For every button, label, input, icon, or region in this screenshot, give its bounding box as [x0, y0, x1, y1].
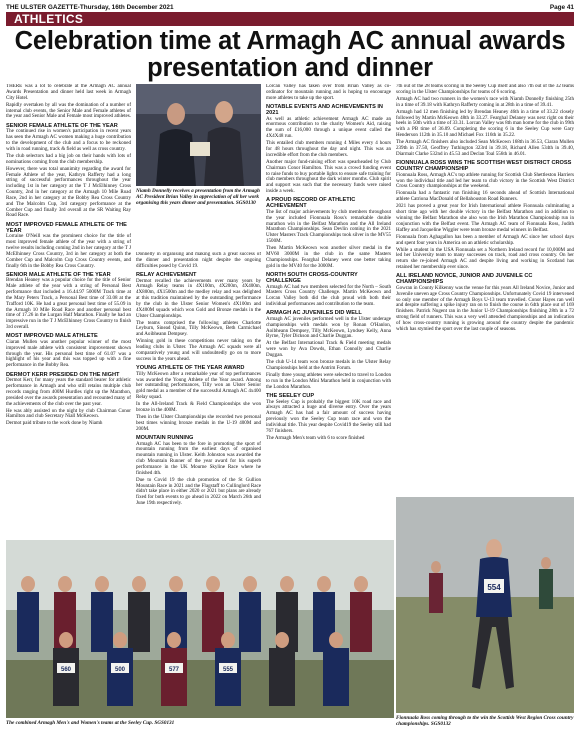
article-paragraph: Due to Covid 19 the club promotion of the St Gullion Mountain Race in 2021 and the Flagstaff to Cullinglord Race didn't take place in either 2020 or 2021 but plans are already fixed for both events to go ahead in 2022 on March 26th and June 19th respectively. [136, 476, 261, 507]
team-member-body [350, 592, 372, 652]
photo-team-image [6, 540, 394, 718]
photo-cross-country [396, 497, 574, 713]
team-member-body [161, 648, 187, 706]
team-member-body [269, 648, 295, 706]
caption-team: The combined Armagh Men's and Women's teams at the Seeley Cup. SGS0131 [6, 720, 175, 726]
team-member-head [280, 576, 294, 592]
team-member-head [243, 576, 257, 592]
caption-presentation: Niamh Donnelly receives a presentation from the Armagh AC President Brian Valley in appreciation of all her work organising this years dinner and presentation. SGS0130 [136, 188, 260, 206]
article-paragraph: The club selectors had a big job on their hands with lots of nominations coming from the club membership. [6, 152, 131, 165]
article-column-2 [136, 252, 261, 534]
team-member-head [275, 632, 289, 648]
team-member-head [169, 576, 183, 592]
article-paragraph: Fionnuala from Aghagallon has been a member of Armagh AC since her school days and spent four years in America on an athletic scholarship. [396, 233, 574, 246]
article-subheading: NOTABLE EVENTS AND ACHIEVEMENTS IN 2021 [266, 104, 383, 117]
article-paragraph: Dermot paid tribute to the work done by Niamh [6, 420, 103, 427]
race-bib-number: 577 [168, 667, 180, 673]
team-member-body [128, 592, 150, 652]
article-paragraph: Then in the Ulster Championships she recorded two personal best times winning bronze medals in the U-19 400M and 200M. [136, 414, 261, 432]
article-paragraph: Donnelly in organising and making such a great success of the dinner and presentation night despite the ongoing difficulties posed by Covid 19. [136, 252, 261, 269]
article-column-3 [266, 84, 391, 534]
article-paragraph: 7th out of the 28 teams scoring in the Seeley Cup itself and also 7th out of the 32 teams scoring in the Ulster Championships for teams of 6 scoring. [396, 84, 574, 95]
team-member-body [53, 648, 79, 706]
article-paragraph: He was ably assisted on the night by club Chairman Conor Hamilton and club Secretary Niall McKeown. [6, 407, 131, 420]
article-subheading: SENIOR FEMALE ATHLETE OF THE YEAR [6, 122, 118, 129]
article-column-4 [396, 84, 574, 494]
article-subheading: A PROUD RECORD OF ATHLETIC ACHIEVEMENT [266, 197, 356, 210]
article-paragraph: The Seeley Cup is probably the biggest 10K road race and always attracted a huge and diverse entry. Over the years Armagh AC has had a fair amount of success having previously won the Seeley Cup team race and won the individual title. This year despite Covid19 the Seeley still had 767 finishers. [266, 398, 391, 434]
team-member-head [221, 632, 235, 648]
page-header [6, 2, 574, 12]
team-member-body [202, 592, 224, 652]
runner-bib-number: 554 [487, 583, 501, 592]
article-paragraph: The continued rise in women's participation in recent years has seen the Armagh AC women making a huge contribution to the development of the club and a focus to be reckoned with in road running, track & field as well as cross country. [6, 128, 131, 152]
article-paragraph: Tilly McKeown after a remarkable year of top performances was awarded the Young Athlete of the Year award. Among her outstanding performances, Tilly won an Ulster Senior gold medal as a member of the successful Armagh AC 4x400 Relay squad. [136, 370, 261, 401]
article-paragraph: Then Martin McKeown won another silver medal in the MV60 3000M in the club in the same Masters Championships. Fearghal Delaney went one better taking gold in the MV40 for the 3000M. [266, 245, 391, 269]
photo-presentation [136, 84, 261, 186]
photo-cross-country-image [396, 497, 574, 713]
caption-cross-country: Fionnuala Ross coming through to the win the Scottish West Region Cross country championships. SGS0132 [396, 715, 574, 727]
article-paragraph: THERE was a lot to celebrate at the Armagh AC annual Awards Presentation and dinner held last week in Armagh City Hotel. [6, 84, 131, 101]
article-subheading: DERMOT KERR PRESIDED ON THE NIGHT [6, 371, 120, 378]
page-number: Page 41 [549, 3, 574, 11]
article-subheading: SENIOR MALE ATHLETE OF THE YEAR [6, 271, 111, 278]
article-paragraph: Fionnuala Ross, Armagh AC's top athlete running for Scottish Club Shettleston Harriers won the individual title and led her team to club victory in the Scottish West District Cross Country championships at the weekend. [396, 171, 574, 190]
team-member-head [132, 576, 146, 592]
race-bib-number: 560 [60, 667, 72, 673]
article-paragraph: Finally three young athletes were selected to travel to London to run in the London Mini Marathon held in conjunction with the London Marathon. [266, 372, 391, 390]
article-paragraph: Winning gold in these competitions never taking on the leading clubs in Ulster. The Armagh AC squads were all comparatively young and will undoubtedly go on to more success in the years ahead. [136, 338, 261, 362]
race-bib-number: 555 [222, 667, 234, 673]
article-paragraph: Lorraine O'Neill was the prominent choice for the title of most improved female athlete of the year with a string of twelve results including coming 2nd in her category at the T J McElhinney Cross Country, 3rd in her category at both the Comber Cup and Malcolm Cup Cross Country events, and finally 6th in the Bobby Rea Cross Country. [6, 233, 131, 269]
article-paragraph: Ciaran Mullen was another popular winner of the most improved male athlete with consistent improvement shown through the year. His personal best time of 61.07 was a highlight of his year and this was topped up with a fine performance in the Bobby Rea. [6, 338, 131, 369]
team-member-body [323, 648, 349, 706]
article-paragraph: The list of major achievements by club members throughout the year included Fionnuala Ross's remarkable double marathon win in the Belfast Marathon and the All Ireland Marathon Championships. Sean Devlin coming in the 2021 Ulster Masters Track Championships took silver in the MV55 1500M. [266, 208, 391, 245]
team-member-head [113, 632, 127, 648]
article-column-1 [6, 84, 131, 534]
article-paragraph: The club U-14 team won bronze medals in the Ulster Relay Championships held at the Antrim Forum. [266, 359, 391, 371]
article-subheading: RELAY ACHIEVEMENT [136, 272, 197, 279]
team-member-head [317, 576, 331, 592]
team-member-head [95, 576, 109, 592]
article-paragraph: Armagh had 12 men finishing led by Brendan Heaney 46th in a time of 33.22 closely followed by Martin McKeown 48th in 33.27. Fearghal Delaney was next right on their heels in 50th with a time of 33.31. Lorcan Valley was 8th man home for the club in 99th with a PB time of 36.09. Completing the scoring 6 in the Seeley Cup were Gary Henderson 112th in 35.10 and Michael Fox 116th in 35.22. [396, 108, 574, 139]
team-member-head [21, 576, 35, 592]
article-paragraph: The Armagh AC finishers also included Sean McKeown 168th in 36.53, Ciaran Mullen 239th in 37.50, Geoffrey Tuthington 323rd in 39.18, Richard Allen 534th in 39.40, Diarmait Clarke 532nd in 45.53 and Declan Toal 556th in 46.01. [396, 139, 574, 157]
article-paragraph: Armagh AC has been to the fore in promoting the sport of mountain running from the earliest days of organised mountain running in Ulster. Keith Johnston was awarded the club Mountain Runner of the year award for his superb performance in the UK Mourne Skyline Race where he finished 4th. [136, 440, 261, 476]
photo-presentation-image [136, 84, 261, 186]
article-paragraph: Lorcan Valley has taken over from Brian Valley as co-ordinator for mountain running and is hoping to encourage more athletes to take up the sport. [266, 84, 391, 101]
article-paragraph: Armagh AC had two runners in the women's race with Niamh Donnelly finishing 25th in a time of 39.18 with Kathryn Rafferty coming in at 28th in a time of 39.41. [396, 95, 574, 108]
team-member-head [206, 576, 220, 592]
team-member-head [354, 576, 368, 592]
article-paragraph: The teams comprised the following athletes Charlotte Leyburn, Sinead Quinn, Tilly McKeown, Beth Carmichael and Aoibheann Dempsey. [136, 319, 261, 338]
article-paragraph: While a student in the USA Fionnuala set a Northern Ireland record for 10,000M and led her University team to many successes on track, road and cross country. On her return she re-joined Armagh AC and despite living and working in Scotland has retained her membership ever since. [396, 246, 574, 271]
article-subheading: MOST IMPROVED FEMALE ATHLETE OF THE YEAR [6, 221, 127, 234]
article-paragraph: At the Belfast International Track & Field meeting medals were won by Ava Dowds, Ethan Connolly and Charlie Duggan. [266, 340, 391, 359]
article-subheading: ALL IRELAND NOVICE, JUNIOR AND JUVENILE CC CHAMPIONSHIPS [396, 273, 533, 286]
team-member-body [107, 648, 133, 706]
article-subheading: MOST IMPROVED MALE ATHLETE [6, 333, 98, 340]
article-paragraph: Fionnuala had a fantastic run finishing 16 seconds ahead of Scottish International athlete Catriona MacDonald of Bellahouston Road Runners. [396, 190, 574, 203]
article-paragraph: Armagh AC juveniles performed well in the Ulster underage championships with medals won by Ronan O'Hanlon, Aoibheann Dempsey, Tilly McKeown, Lyndsey Kelly, Anna Byrne, Tyler Dickson and Charlie Duggan. [266, 315, 391, 340]
article-paragraph: Brendan Heaney was a popular choice for the title of Senior Male athlete of the year with a string of Personal Best performance that included a 16.44.97 5000M Track time at the Mary Peters Track, a Personal Best time of 33.08 at the Trafford 10K. He had a great personal best time of 55.09 in the Armagh 10 Mile Road Race and another personal best time of 17.26 in the Lurgan Half Marathon. Finally he had an impressive run in the T J McElhinney Cross Country to finish 3rd overall. [6, 277, 131, 331]
article-headline: Celebration time at Armagh AC annual awards presentation and dinner [14, 27, 566, 82]
article-paragraph: The Armagh Men's team with 6 to score finished [266, 434, 365, 441]
article-subheading: FIONNUALA ROSS WINS THE SCOTTISH WEST DISTRICT CROSS COUNTRY CHAMPIONSHIP [396, 160, 572, 173]
team-member-head [167, 632, 181, 648]
article-paragraph: Another major fund-raising effort was spearheaded by Club Chairman Conor Hamilton. This was a crowd funding event to raise funds to buy portable lights to ensure safe training for club members throughout the dark winter months. Club spirit and support was such that the necessary funds were raised inside a week. [266, 158, 391, 195]
article-paragraph: Dermot Kerr, for many years the standard bearer for athletic performance in Armagh and who still retains multiple club records ranging from 400M Hurdles right up the Marathon, presided over the awards presentation and recounted many of the achievements of the club over the past year. [6, 377, 131, 407]
team-member-head [59, 632, 73, 648]
section-title: ATHLETICS [14, 12, 84, 26]
team-member-body [91, 592, 113, 652]
team-member-body [17, 592, 39, 652]
article-subheading: NORTH SOUTH CROSS-COUNTRY CHALLENGE [266, 272, 358, 284]
article-paragraph: This entailed club members running 4 Miles every 4 hours for 48 hours throughout the day and night. This was an incredible effort from the club members. [266, 140, 391, 158]
photo-team [6, 540, 394, 718]
team-member-head [329, 632, 343, 648]
article-paragraph: 2021 has proved a great year for Irish International athlete Fionnuala culminating a short time ago with her double victory in the Belfast Marathon and in addition to winning the Belfast Marathon she also won the Irish Marathon Championship run in conjunction with the Belfast event. The Armagh AC team of Fionnuala Ross, Judith Haffey and Jacqueline Wiggler were team bronze medal winners in Belfast. [396, 203, 574, 233]
article-subheading: YOUNG ATHLETE OF THE YEAR AWARD [136, 365, 245, 372]
race-bib-number: 500 [114, 667, 126, 673]
article-paragraph: However, there was total unanimity regarding the award for Female Athlete of the year, Kathryn Rafferty had a long string of successful performances throughout the year including 1st in her category at the T J McElhinney Cross Country, 2nd in her category at the Armagh 10 Mile Road Race, 2nd in her category at the Bobby Rea Cross Country and The Malcolm Cup, 3rd category performance at the Comber Cup and finally 3rd overall at the SR Waiting Ray Road Race. [6, 165, 131, 219]
article-paragraph: In the All-Ireland Track & Field Championships she won bronze in the 400M. [136, 401, 261, 413]
article-paragraph: Gowran in County Kilkenny was the venue for this years All Ireland Novice, Junior and Juvenile uneven age Cross Country Championships. Unfortunately Covid 19 intervened so only one member of the Armagh Boys U-13 team travelled. Conor Hayes ran well and despite suffering a spike injury ran on to finish the course in 64th place out of 169 finishers. Patrick Nugent ran in the Junior U-19 Championships finishing 28th in a 72 strong field of runners. This was a very well attended championships and an indication of how cross-country running is growing around the country despite the pandemic which has stymied the sport over the last couple of seasons. [396, 284, 574, 332]
publication-date: THE ULSTER GAZETTE-Thursday, 16th December 2021 [6, 3, 174, 11]
article-paragraph: As well as athletic achievement Armagh AC made an enormous contribution to the charity Women's Aid, raising the sum of £16,000 through a unique event called the 4X4X48 run. [266, 115, 391, 140]
article-subheading: MOUNTAIN RUNNING [136, 435, 194, 442]
article-paragraph: Rapidly overtaken by all was the domination of a number of internal club events, the Senior Male and Female athletes of the year and Senior Male and Female most improved athletes. [6, 101, 131, 120]
section-banner [6, 12, 574, 26]
team-member-head [58, 576, 72, 592]
article-subheading: THE SEELEY CUP [266, 393, 315, 400]
team-member-body [239, 592, 261, 652]
article-paragraph: Armagh AC had two members selected for the North – South Masters Cross Country Challenge. Martin McKeown and Lorcan Valley both did the club proud with both their individual performances and contribution to the team. [266, 283, 391, 308]
article-paragraph: Dermot recalled the achievements over many years by Armagh Relay teams in 4X100m, 4X200m, 4X400m, 4X800m, 4X1500m and the medley relay and was delighted at this tradition maintained by the outstanding performance by the club in the Ulster Senior Women's 4X100m and 4X400M squads which won Gold and Bronze medals in the Ulster Championships. [136, 277, 261, 319]
article-subheading: ARMAGH AC JUVENILES DID WELL [266, 310, 362, 317]
team-member-body [215, 648, 241, 706]
